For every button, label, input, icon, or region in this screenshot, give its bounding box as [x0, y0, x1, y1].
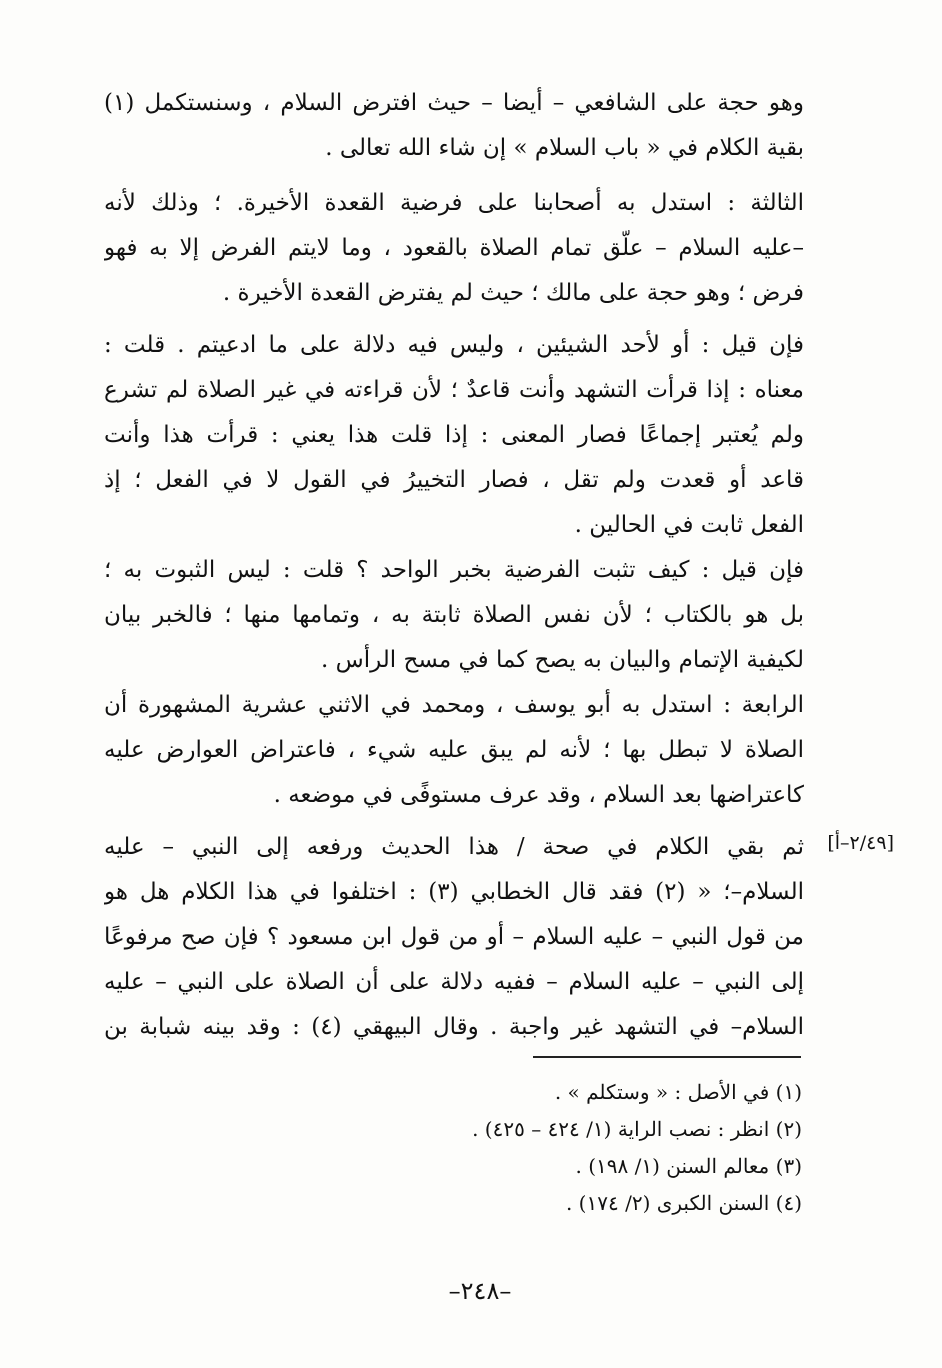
- body-text: [104, 825, 804, 1050]
- text-line: ثم بقي الكلام في صحة / هذا الحديث ورفعه إلى النبي – عليه: [104, 834, 804, 860]
- footnote-item: (٣) معالم السنن (١/ ١٩٨) .: [575, 1154, 802, 1178]
- text-line: الرابعة : استدل به أبو يوسف ، ومحمد في الاثني عشرية المشهورة أن: [104, 692, 804, 718]
- paragraph-6: [104, 825, 804, 1050]
- footnotes: [300, 1074, 802, 1222]
- text-line: الصلاة لا تبطل بها ؛ لأنه لم يبق عليه شيء ، فاعتراض العوارض عليه: [104, 737, 804, 763]
- text-line: الفعل ثابت في الحالين .: [574, 512, 804, 538]
- text-line: وهو حجة على الشافعي – أيضا – حيث افترض السلام ، وسنستكمل (١): [104, 90, 804, 116]
- text-line: إلى النبي – عليه السلام – ففيه دلالة على أن الصلاة على النبي – عليه: [104, 969, 804, 995]
- body-text: [104, 548, 804, 683]
- text-line: كاعتراضها بعد السلام ، وقد عرف مستوفًى في موضعه .: [273, 782, 804, 808]
- text-line: –عليه السلام – علّق تمام الصلاة بالقعود ، وما لايتم الفرض إلا به فهو: [104, 235, 804, 261]
- text-line: بل هو بالكتاب ؛ لأن نفس الصلاة ثابتة به ، وتمامها منها ؛ فالخبر بيان: [104, 602, 804, 628]
- text-line: بقية الكلام في « باب السلام » إن شاء الله تعالى .: [325, 135, 804, 161]
- paragraph-1: [104, 81, 804, 171]
- text-line: فرض ؛ وهو حجة على مالك ؛ حيث لم يفترض القعدة الأخيرة .: [222, 280, 804, 306]
- text-line: السلام–؛ « (٢) فقد قال الخطابي (٣) : اختلفوا في هذا الكلام هل هو: [104, 879, 804, 905]
- text-line: الثالثة : استدل به أصحابنا على فرضية القعدة الأخيرة. ؛ وذلك لأنه: [104, 190, 804, 216]
- paragraph-4: [104, 548, 804, 683]
- text-line: من قول النبي – عليه السلام – أو من قول ابن مسعود ؟ فإن صح مرفوعًا: [104, 924, 804, 950]
- text-line: ولم يُعتبر إجماعًا فصار المعنى : إذا قلت هذا يعني : قرأت هذا وأنت: [104, 422, 804, 448]
- text-line: فإن قيل : كيف تثبت الفرضية بخبر الواحد ؟ قلت : ليس الثبوت به ؛: [104, 557, 804, 583]
- text-line: فإن قيل : أو لأحد الشيئين ، وليس فيه دلالة على ما ادعيتم . قلت :: [104, 332, 804, 358]
- paragraph-2: [104, 181, 804, 316]
- footnote-item: (١) في الأصل : « وستكلم » .: [554, 1080, 802, 1104]
- text-line: السلام– في التشهد غير واجبة . وقال البيهقي (٤) : وقد بينه شبابة بن: [104, 1014, 804, 1040]
- footnote-separator: [533, 1056, 801, 1058]
- manuscript-folio-reference: [٢/٤٩–أ]: [827, 832, 894, 854]
- body-text: [104, 683, 804, 818]
- body-text: [104, 323, 804, 548]
- footnote-item: (٢) انظر : نصب الراية (١/ ٤٢٤ – ٤٢٥) .: [472, 1117, 802, 1141]
- body-text: [104, 181, 804, 316]
- text-line: قاعد أو قعدت ولم تقل ، فصار التخييرُ في القول لا في الفعل ؛ إذ: [104, 467, 804, 493]
- page-number: –٢٤٨–: [448, 1277, 512, 1305]
- paragraph-5: [104, 683, 804, 818]
- text-line: معناه : إذا قرأت التشهد وأنت قاعدٌ ؛ لأن قراءته في غير الصلاة لم تشرع: [104, 377, 804, 403]
- paragraph-3: [104, 323, 804, 548]
- footnote-item: (٤) السنن الكبرى (٢/ ١٧٤) .: [565, 1191, 802, 1215]
- text-line: لكيفية الإتمام والبيان به يصح كما في مسح الرأس .: [321, 647, 804, 673]
- body-text: [104, 81, 804, 171]
